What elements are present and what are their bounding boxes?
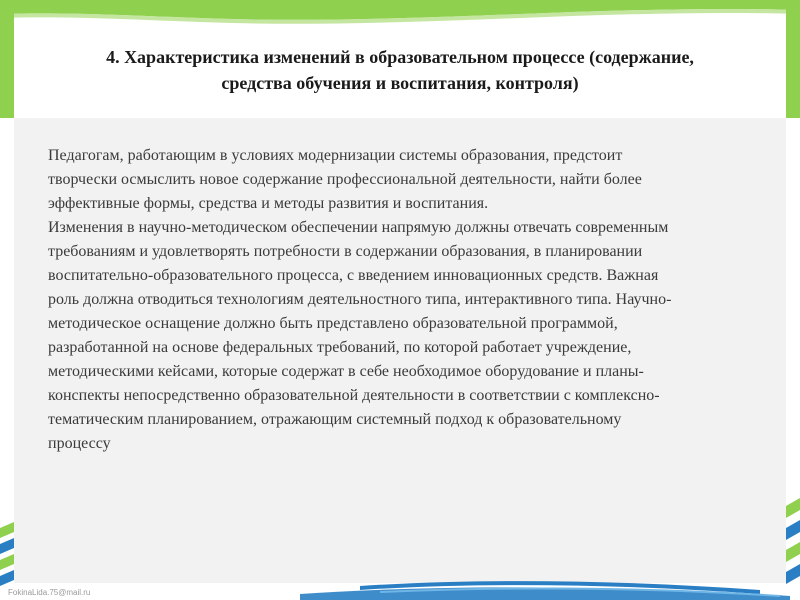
left-green-bar — [0, 0, 14, 118]
slide-title-line1: 4. Характеристика изменений в образовательном процессе (содержание, — [106, 47, 694, 67]
slide-title — [40, 44, 760, 96]
top-green-band — [0, 0, 800, 32]
right-stripes-decoration — [786, 492, 800, 592]
slide-body-text: Педагогам, работающим в условиях модернизации системы образования, предстоит творчески осмыслить новое содержание профессиональной деятельности, найти более эффективные формы, средства и методы развития и воспитания. Изменения в научно-методическом обеспечении напрямую должны отвечать современным требованиям и удовлетворять потребности в содержании образования, в планировании воспитательно-образовательного процесса, с введением инновационных средств. Важная роль должна отводиться технологиям деятельностного типа, интерактивного типа. Научно- методическое оснащение должно быть представлено образовательной программой, разработанной на основе федеральных требований, по которой работает учреждение, методическими кейсами, которые содержат в себе необходимое оборудование и планы- конспекты непосредственно образовательной деятельности в соответствии с комплексно- тематическим планированием, отражающим системный подход к образовательному процессу — [48, 147, 672, 452]
slide-title-line2: средства обучения и воспитания, контроля) — [221, 73, 579, 93]
author-watermark: FokinaLida.75@mail.ru — [8, 588, 91, 597]
right-green-bar — [786, 0, 800, 118]
